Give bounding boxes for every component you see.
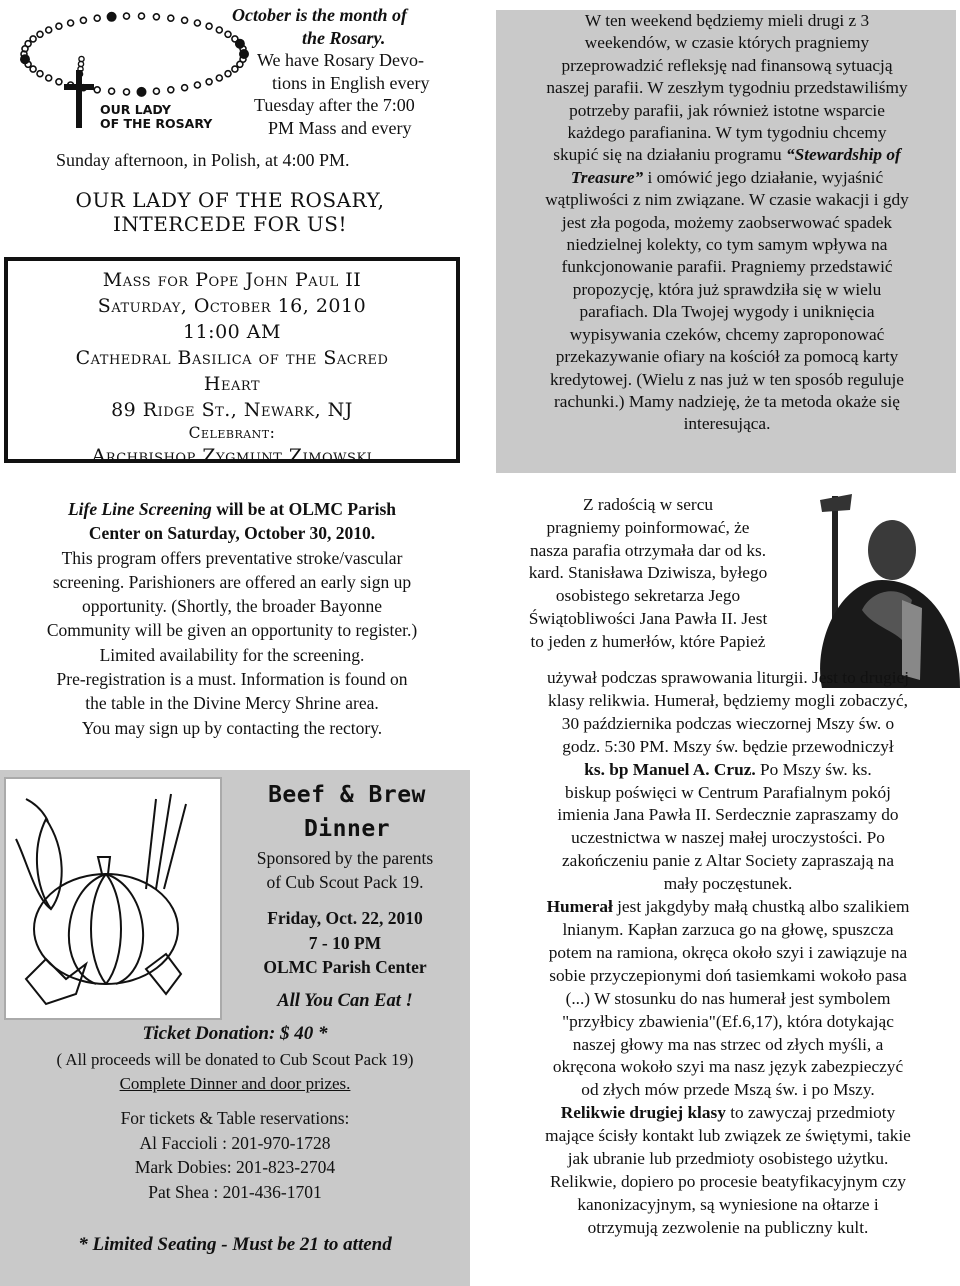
stewardship-text bbox=[500, 10, 954, 436]
rosary-bead bbox=[30, 36, 36, 42]
pt-l18: rachunki.) Mamy nadzieję, że ta metoda okaże się bbox=[554, 391, 900, 411]
beef-date: Friday, Oct. 22, 2010 bbox=[267, 908, 423, 928]
pt-l11: niedzielnej kolekty, co tym samym wpływa na bbox=[566, 235, 888, 255]
rosary-line4: tions in English every bbox=[272, 72, 430, 93]
pm-b24: kanonizacyjnym, są wyniesione na ołtarze i bbox=[577, 1194, 879, 1214]
pm-b19: od złych mów przede Mszą św. i po Mszy. bbox=[581, 1080, 875, 1100]
pt-l4: naszej parafii. W zeszłym tygodniu przedstawiliśmy bbox=[546, 78, 908, 98]
pm-b10: mały poczęstunek. bbox=[663, 874, 793, 894]
pm-b16: "przyłbicy zbawienia"(Ef.6,17), która dotykając bbox=[562, 1011, 894, 1031]
pm-a3: nasza parafia otrzymała dar od ks. bbox=[529, 540, 767, 560]
beef-sponsor-line2: of Cub Scout Pack 19. bbox=[266, 872, 424, 892]
mass-announcement-box bbox=[4, 257, 460, 467]
pm-b21: mające ścisły kontakt lub związek ze świętymi, takie bbox=[545, 1126, 911, 1146]
lifeline-line6: Community will be given an opportunity to register.) bbox=[46, 620, 418, 641]
humeral-text-a bbox=[496, 494, 800, 654]
pt-l7b: “Stewardship of bbox=[786, 145, 901, 165]
pm-b18: okręcona wokoło szyi ma nasz język zabezpieczyć bbox=[552, 1057, 904, 1077]
pt-l6: każdego parafianina. W tym tygodniu chcemy bbox=[567, 123, 887, 143]
beef-complete-dinner: Complete Dinner and door prizes. bbox=[119, 1074, 351, 1093]
pm-a7: to jeden z humerłów, które Papież bbox=[530, 631, 766, 651]
beef-title-line2: Dinner bbox=[303, 816, 391, 842]
pm-b17: naszej głowy ma nas strzec od złych myśli, a bbox=[572, 1034, 884, 1054]
lifeline-title-rest: will be at OLMC Parish bbox=[211, 499, 397, 519]
lifeline-line3: This program offers preventative stroke/vascular bbox=[61, 547, 403, 568]
humeral-text-b bbox=[496, 667, 960, 1240]
beef-proceeds: ( All proceeds will be donated to Cub Scout Pack 19) bbox=[56, 1050, 414, 1069]
pm-b25: otrzymują zezwolenie na publiczny kult. bbox=[587, 1217, 869, 1237]
rosary-bead bbox=[37, 31, 43, 37]
pm-b5: ks. bp Manuel A. Cruz. bbox=[584, 759, 756, 779]
beef-contact-3: Pat Shea : 201-436-1701 bbox=[148, 1181, 322, 1202]
pt-l3: przeprowadzić refleksję nad finansową sytuacją bbox=[561, 55, 893, 75]
pm-b4: godz. 5:30 PM. Mszy św. będzie przewodniczył bbox=[562, 736, 894, 756]
beef-event-details bbox=[232, 906, 458, 980]
pm-a1: Z radością w sercu bbox=[582, 495, 714, 514]
pm-b11b: jest jakgdyby małą chustką albo szalikiem bbox=[612, 897, 910, 917]
lifeline-line7: Limited availability for the screening. bbox=[99, 644, 365, 665]
mass-line5: Heart bbox=[203, 373, 261, 395]
mass-line6: 89 Ridge St., Newark, NJ bbox=[111, 399, 353, 421]
beef-contact-2: Mark Dobies: 201-823-2704 bbox=[134, 1157, 336, 1178]
pt-l9: wątpliwości z nim związane. W czasie wakacji i gdy bbox=[545, 190, 909, 210]
lifeline-line8: Pre-registration is a must. Information is found on bbox=[56, 669, 408, 690]
pm-b7: imienia Jana Pawła II. Serdecznie zapraszamy do bbox=[557, 805, 899, 825]
pt-l12: funkcjonowanie parafii. Pragniemy przedstawić bbox=[561, 257, 893, 277]
lifeline-line9: the table in the Divine Mercy Shrine area. bbox=[85, 693, 379, 714]
rosary-heading-line1: October is the month of bbox=[232, 5, 408, 25]
pm-b15: (...) W stosunku do nas humerał jest symbolem bbox=[565, 988, 891, 1008]
rosary-bead bbox=[25, 41, 31, 47]
pm-b9: zakończeniu panie z Altar Society zapraszają na bbox=[561, 851, 894, 871]
pm-b12: lnianym. Kapłan zarzuca go na głowę, spuszcza bbox=[562, 919, 894, 939]
beef-time: 7 - 10 PM bbox=[308, 932, 382, 953]
lifeline-title: Life Line Screening bbox=[67, 499, 212, 519]
pt-l1: W ten weekend będziemy mieli drugi z 3 bbox=[584, 11, 870, 30]
beef-limited-seating: * Limited Seating - Must be 21 to attend bbox=[78, 1234, 392, 1255]
beef-place: OLMC Parish Center bbox=[263, 957, 427, 978]
beef-contact-1: Al Faccioli : 201-970-1728 bbox=[139, 1132, 331, 1153]
mass-line7: Celebrant: bbox=[188, 424, 276, 442]
pm-b5b: Po Mszy św. ks. bbox=[755, 759, 872, 779]
beef-all-you-can-eat: All You Can Eat ! bbox=[277, 991, 413, 1011]
lifeline-line2: Center on Saturday, October 30, 2010. bbox=[88, 523, 376, 544]
pm-b1: używał podczas sprawowania liturgii. Jest to drugiej bbox=[546, 668, 910, 687]
pt-l19: interesująca. bbox=[683, 414, 771, 434]
lifeline-screening-notice bbox=[4, 497, 460, 740]
mass-line3: 11:00 AM bbox=[183, 321, 281, 343]
pm-b14: sobie przyczepionymi doń tasiemkami wokoło pasa bbox=[549, 965, 907, 985]
pt-l14: parafiach. Dla Twojej wygody i uniknięcia bbox=[579, 302, 875, 322]
rosary-bead bbox=[56, 23, 62, 29]
mass-line4: Cathedral Basilica of the Sacred bbox=[75, 347, 389, 369]
rosary-bead bbox=[37, 71, 43, 77]
pt-l15: wypisywania czeków, chcemy zaproponować bbox=[569, 324, 885, 344]
intercede-line1: OUR LADY OF THE ROSARY, bbox=[75, 188, 385, 212]
mass-line8: Archbishop Zygmunt Zimowski bbox=[91, 445, 373, 467]
beef-contacts bbox=[0, 1106, 470, 1204]
mass-line1: Mass for Pope John Paul II bbox=[102, 269, 362, 291]
pm-b6: biskup poświęci w Centrum Parafialnym pokój bbox=[565, 782, 891, 802]
pm-b2: klasy relikwia. Humerał, będziemy mogli zobaczyć, bbox=[548, 690, 908, 710]
pm-b23: Relikwie, dopiero po procesie beatyfikacyjnym czy bbox=[549, 1171, 907, 1191]
pm-a4: kard. Stanisława Dziwisza, byłego bbox=[528, 563, 768, 583]
pope-portrait-icon bbox=[802, 490, 960, 688]
rosary-line6: PM Mass and every bbox=[268, 117, 412, 138]
pm-a6: Świątobliwości Jana Pawła II. Jest bbox=[528, 608, 768, 628]
rosary-line5: Tuesday after the 7:00 bbox=[254, 95, 415, 116]
intercede-line2: INTERCEDE FOR US! bbox=[112, 212, 348, 236]
rosary-bead bbox=[46, 75, 52, 81]
pt-l13: propozycję, która już sprawdziła się w wielu bbox=[572, 279, 882, 299]
pope-photo bbox=[802, 490, 960, 688]
harvest-illustration bbox=[4, 777, 222, 1020]
beef-brew-title bbox=[236, 778, 458, 846]
beef-sponsor bbox=[232, 846, 458, 894]
pm-b3: 30 października podczas wieczornej Mszy św. o bbox=[561, 713, 895, 733]
beef-title-line1: Beef & Brew bbox=[268, 782, 426, 808]
pt-l7a: skupić się na działaniu programu bbox=[553, 145, 786, 165]
logo-text-line1: OUR LADY bbox=[100, 102, 171, 117]
pt-l8b: i omówić jego działanie, wyjaśnić bbox=[643, 167, 884, 187]
mass-line2: Saturday, October 16, 2010 bbox=[97, 295, 367, 317]
pt-l10: jest zła pogoda, możemy zaobserwować spadek bbox=[561, 212, 893, 232]
pm-a2: pragniemy poinformować, że bbox=[546, 517, 750, 537]
pm-b20b: to zawyczaj przedmioty bbox=[725, 1103, 896, 1123]
intercede-banner bbox=[20, 188, 440, 236]
lifeline-line10: You may sign up by contacting the rectory. bbox=[81, 717, 383, 738]
pumpkin-corn-icon bbox=[6, 779, 220, 1018]
logo-text-line2: OF THE ROSARY bbox=[100, 116, 213, 131]
rosary-announcement bbox=[62, 4, 482, 140]
pt-l2: weekendów, w czasie których pragniemy bbox=[584, 33, 870, 53]
pm-b20a: Relikwie drugiej klasy bbox=[560, 1103, 726, 1123]
beef-ticket-donation: Ticket Donation: $ 40 * bbox=[142, 1023, 328, 1044]
pt-l17: kredytowej. (Wielu z nas już w ten sposób reguluje bbox=[550, 369, 904, 389]
rosary-line7: Sunday afternoon, in Polish, at 4:00 PM. bbox=[56, 150, 350, 170]
pm-b8: uczestnictwa w naszej małej uroczystości. Po bbox=[571, 828, 885, 848]
rosary-heading-line2: the Rosary. bbox=[302, 27, 386, 48]
lifeline-line4: screening. Parishioners are offered an early sign up bbox=[52, 571, 412, 592]
rosary-bead bbox=[46, 27, 52, 33]
beef-contacts-title: For tickets & Table reservations: bbox=[120, 1108, 350, 1128]
rosary-bead bbox=[56, 79, 62, 85]
pt-l16: przekazywanie ofiary na kościół za pomocą karty bbox=[555, 347, 899, 367]
pm-a5: osobistego sekretarza Jego bbox=[555, 586, 741, 606]
pt-l5: potrzeby parafii, jak również istotne wsparcie bbox=[569, 100, 885, 120]
pt-l8a: Treasure” bbox=[570, 167, 644, 187]
rosary-bead bbox=[30, 66, 36, 72]
lifeline-line5: opportunity. (Shortly, the broader Bayonne bbox=[81, 596, 383, 617]
pm-b11a: Humerał bbox=[546, 897, 613, 917]
beef-sponsor-line1: Sponsored by the parents bbox=[256, 848, 434, 868]
pm-b13: potem na ramiona, okręca około szyi i zawiązuje na bbox=[548, 942, 908, 962]
pm-b22: jak ubranie lub przedmioty osobistego użytku. bbox=[567, 1149, 889, 1169]
rosary-line3: We have Rosary Devo- bbox=[257, 50, 424, 71]
